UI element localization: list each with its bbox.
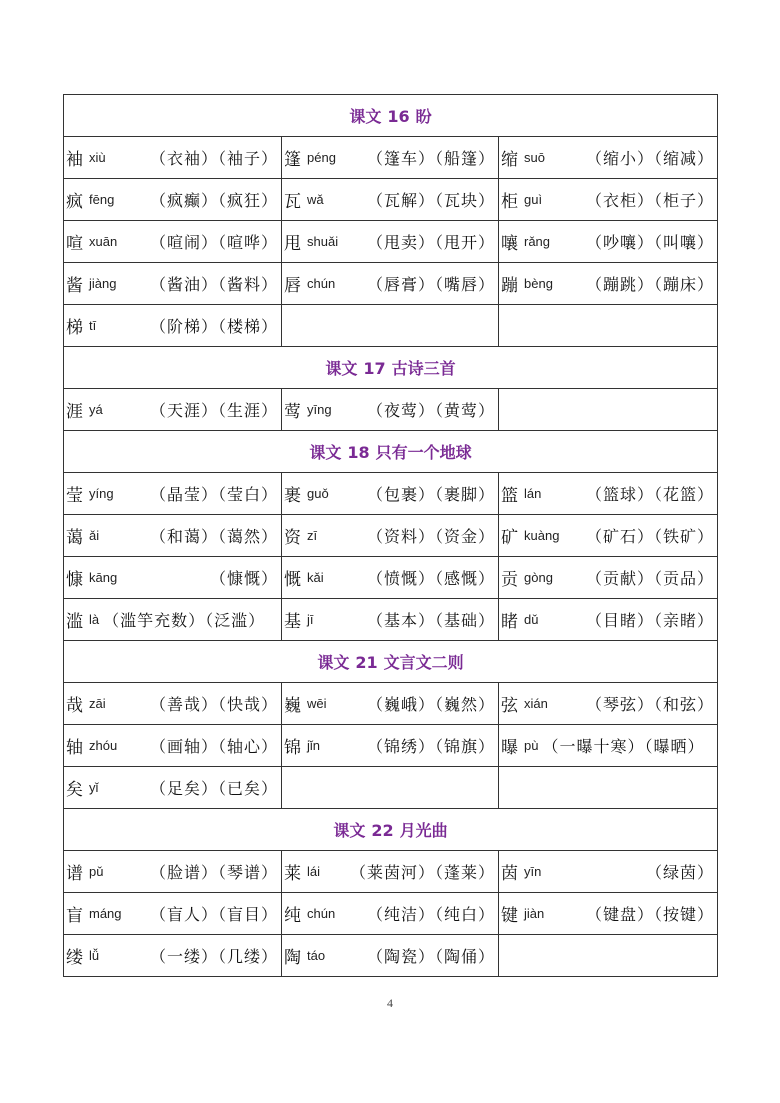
vocab-entry: [64, 137, 281, 178]
word-examples: （篮球）（花篮）: [585, 485, 714, 504]
lesson-label: 课文: [317, 653, 350, 672]
vocab-row: [64, 851, 718, 893]
word-examples: （滥竽充数）（泛滥）: [103, 611, 266, 630]
vocab-entry: [282, 221, 498, 262]
vocab-cell: [282, 599, 499, 641]
word-examples: （键盘）（按键）: [585, 905, 714, 924]
word-examples: （画轴）（轴心）: [149, 737, 278, 756]
pinyin: jiàng: [89, 276, 117, 291]
word-examples: （疯癫）（疯狂）: [149, 191, 278, 210]
pinyin: suō: [524, 150, 545, 165]
vocab-entry: [64, 263, 281, 304]
lesson-header-row: [64, 95, 718, 137]
character: 锦: [284, 738, 301, 758]
character: 涯: [66, 402, 83, 422]
pinyin: zāi: [89, 696, 106, 711]
vocab-cell: [64, 137, 282, 179]
vocab-entry: [64, 179, 281, 220]
vocab-entry: [64, 725, 281, 766]
lesson-label: 课文: [325, 359, 358, 378]
pinyin: jǐn: [307, 738, 321, 753]
vocabulary-table: [63, 94, 718, 977]
word-examples: （瓦解）（瓦块）: [366, 191, 495, 210]
vocab-cell: [499, 599, 718, 641]
lesson-label: 课文: [349, 107, 382, 126]
vocab-entry: [282, 179, 498, 220]
vocab-row: [64, 935, 718, 977]
vocab-cell: [282, 137, 499, 179]
vocab-cell: [499, 725, 718, 767]
vocab-cell: [64, 221, 282, 263]
vocabulary-sheet: [63, 94, 717, 977]
pinyin: kāng: [89, 570, 118, 585]
word-examples: （慷慨）: [209, 569, 278, 588]
lesson-name: 月光曲: [399, 821, 448, 840]
lesson-header-row: [64, 641, 718, 683]
vocab-entry: [64, 767, 281, 808]
vocab-entry: [499, 893, 717, 934]
character: 矣: [66, 780, 83, 800]
vocab-entry: [282, 557, 498, 598]
character: 袖: [66, 150, 83, 170]
vocab-cell: [64, 473, 282, 515]
pinyin: gòng: [524, 570, 553, 585]
word-examples: （唇膏）（嘴唇）: [366, 275, 495, 294]
vocab-entry: [64, 557, 281, 598]
pinyin: rǎng: [524, 234, 551, 249]
word-examples: （一缕）（几缕）: [149, 947, 278, 966]
lesson-name: 文言文二则: [383, 653, 464, 672]
lesson-name: 只有一个地球: [375, 443, 472, 462]
character: 缩: [501, 150, 518, 170]
vocab-cell: [282, 557, 499, 599]
vocab-entry: [64, 305, 281, 346]
lesson-header-row: [64, 431, 718, 473]
lesson-number: 21: [355, 653, 378, 672]
pinyin: kǎi: [307, 570, 324, 585]
pinyin: guǒ: [307, 486, 329, 501]
lesson-name: 盼: [415, 107, 432, 126]
vocab-row: [64, 263, 718, 305]
character: 瓦: [284, 192, 301, 212]
word-examples: （包裹）（裹脚）: [366, 485, 495, 504]
vocab-entry: [499, 557, 717, 598]
pinyin: xiù: [89, 150, 106, 165]
character: 哉: [66, 696, 83, 716]
vocab-entry: [282, 851, 498, 892]
vocab-entry: [64, 851, 281, 892]
word-examples: （纯洁）（纯白）: [366, 905, 495, 924]
pinyin: chún: [307, 906, 336, 921]
page-number: 4: [387, 996, 393, 1010]
vocab-entry: [499, 683, 717, 724]
vocab-row: [64, 767, 718, 809]
word-examples: （夜莺）（黄莺）: [366, 401, 495, 420]
character: 莺: [284, 402, 301, 422]
lesson-number: 22: [371, 821, 394, 840]
character: 甩: [284, 234, 301, 254]
vocab-cell: [64, 683, 282, 725]
vocab-cell: [64, 515, 282, 557]
vocab-cell: [282, 473, 499, 515]
word-examples: （贡献）（贡品）: [585, 569, 714, 588]
vocab-cell: [282, 179, 499, 221]
vocab-cell: [499, 473, 718, 515]
pinyin: ǎi: [89, 528, 100, 543]
word-examples: （脸谱）（琴谱）: [149, 863, 278, 882]
word-examples: （盲人）（盲目）: [149, 905, 278, 924]
word-examples: （巍峨）（巍然）: [366, 695, 495, 714]
word-examples: （陶瓷）（陶俑）: [366, 947, 495, 966]
vocab-entry: [64, 935, 281, 976]
vocab-cell: [499, 557, 718, 599]
lesson-header-row: [64, 809, 718, 851]
pinyin: fēng: [89, 192, 115, 207]
character: 曝: [501, 738, 518, 758]
pinyin: yīng: [307, 402, 332, 417]
word-examples: （篷车）（船篷）: [366, 149, 495, 168]
character: 茵: [501, 864, 518, 884]
vocab-entry: [499, 725, 717, 766]
pinyin: xuān: [89, 234, 118, 249]
vocab-entry: [64, 473, 281, 514]
lesson-header: [64, 809, 718, 851]
word-examples: （衣袖）（袖子）: [149, 149, 278, 168]
word-examples: （天涯）（生涯）: [149, 401, 278, 420]
character: 缕: [66, 948, 83, 968]
character: 裹: [284, 486, 301, 506]
vocab-entry: [64, 221, 281, 262]
character: 莱: [284, 864, 301, 884]
word-examples: （锦绣）（锦旗）: [366, 737, 495, 756]
vocab-row: [64, 137, 718, 179]
vocab-cell: [64, 767, 282, 809]
pinyin: jiàn: [524, 906, 545, 921]
word-examples: （基本）（基础）: [366, 611, 495, 630]
word-examples: （吵嚷）（叫嚷）: [585, 233, 714, 252]
pinyin: jī: [307, 612, 314, 627]
pinyin: bèng: [524, 276, 553, 291]
pinyin: wǎ: [307, 192, 324, 207]
pinyin: pù: [524, 738, 539, 753]
word-examples: （蹦跳）（蹦床）: [585, 275, 714, 294]
character: 慷: [66, 570, 83, 590]
vocab-cell: [499, 515, 718, 557]
character: 莹: [66, 486, 83, 506]
vocab-cell: [499, 851, 718, 893]
character: 酱: [66, 276, 83, 296]
pinyin: xián: [524, 696, 548, 711]
word-examples: （绿茵）: [645, 863, 714, 882]
vocab-entry: [499, 851, 717, 892]
character: 陶: [284, 948, 301, 968]
vocab-row: [64, 179, 718, 221]
vocab-cell: [499, 137, 718, 179]
vocab-cell: [499, 893, 718, 935]
vocab-entry: [282, 599, 498, 640]
vocab-cell: [64, 599, 282, 641]
word-examples: （和蔼）（蔼然）: [149, 527, 278, 546]
vocab-cell: [499, 179, 718, 221]
character: 睹: [501, 612, 518, 632]
pinyin: dǔ: [524, 612, 539, 627]
character: 资: [284, 528, 301, 548]
vocab-cell: [499, 263, 718, 305]
character: 慨: [284, 570, 301, 590]
vocab-cell: [64, 725, 282, 767]
pinyin: yá: [89, 402, 103, 417]
character: 滥: [66, 612, 83, 632]
character: 纯: [284, 906, 301, 926]
character: 唇: [284, 276, 301, 296]
lesson-number: 17: [363, 359, 386, 378]
pinyin: zī: [307, 528, 318, 543]
vocab-entry: [282, 683, 498, 724]
vocab-row: [64, 725, 718, 767]
word-examples: （莱茵河）（蓬莱）: [349, 863, 495, 882]
pinyin: yīn: [524, 864, 542, 879]
vocab-cell: [282, 725, 499, 767]
character: 嚷: [501, 234, 518, 254]
vocab-entry: [282, 389, 498, 430]
character: 篷: [284, 150, 301, 170]
vocab-entry: [282, 263, 498, 304]
word-examples: （酱油）（酱料）: [149, 275, 278, 294]
vocab-row: [64, 683, 718, 725]
vocab-entry: [64, 599, 281, 640]
character: 柜: [501, 192, 518, 212]
word-examples: （甩卖）（甩开）: [366, 233, 495, 252]
word-examples: （资料）（资金）: [366, 527, 495, 546]
empty-cell: [499, 935, 718, 977]
pinyin: zhóu: [89, 738, 118, 753]
word-examples: （矿石）（铁矿）: [585, 527, 714, 546]
lesson-header: [64, 347, 718, 389]
vocab-entry: [499, 599, 717, 640]
vocab-entry: [499, 473, 717, 514]
pinyin: pǔ: [89, 864, 104, 879]
pinyin: kuàng: [524, 528, 560, 543]
vocab-entry: [499, 221, 717, 262]
lesson-name: 古诗三首: [391, 359, 456, 378]
character: 蔼: [66, 528, 83, 548]
vocab-entry: [499, 179, 717, 220]
vocab-row: [64, 221, 718, 263]
character: 矿: [501, 528, 518, 548]
vocab-cell: [64, 305, 282, 347]
character: 篮: [501, 486, 518, 506]
character: 疯: [66, 192, 83, 212]
word-examples: （琴弦）（和弦）: [585, 695, 714, 714]
pinyin: lán: [524, 486, 542, 501]
word-examples: （愤慨）（感慨）: [366, 569, 495, 588]
pinyin: guì: [524, 192, 543, 207]
vocab-cell: [282, 389, 499, 431]
empty-cell: [499, 389, 718, 431]
vocab-cell: [282, 515, 499, 557]
vocab-cell: [499, 683, 718, 725]
word-examples: （目睹）（亲睹）: [585, 611, 714, 630]
pinyin: chún: [307, 276, 336, 291]
pinyin: yíng: [89, 486, 114, 501]
word-examples: （缩小）（缩减）: [585, 149, 714, 168]
vocab-cell: [64, 893, 282, 935]
vocab-entry: [282, 725, 498, 766]
vocab-cell: [64, 935, 282, 977]
vocab-cell: [64, 263, 282, 305]
lesson-label: 课文: [333, 821, 366, 840]
character: 蹦: [501, 276, 518, 296]
vocab-row: [64, 389, 718, 431]
lesson-header-row: [64, 347, 718, 389]
lesson-number: 18: [347, 443, 370, 462]
word-examples: （一曝十寒）（曝晒）: [542, 737, 705, 756]
vocab-entry: [282, 515, 498, 556]
vocab-row: [64, 473, 718, 515]
vocab-cell: [282, 683, 499, 725]
character: 谱: [66, 864, 83, 884]
pinyin: péng: [307, 150, 336, 165]
vocab-cell: [282, 851, 499, 893]
vocab-entry: [499, 515, 717, 556]
vocab-cell: [282, 935, 499, 977]
character: 贡: [501, 570, 518, 590]
lesson-header: [64, 431, 718, 473]
word-examples: （善哉）（快哉）: [149, 695, 278, 714]
vocab-row: [64, 893, 718, 935]
character: 基: [284, 612, 301, 632]
vocab-cell: [64, 179, 282, 221]
vocab-entry: [64, 389, 281, 430]
pinyin: là: [89, 612, 100, 627]
character: 喧: [66, 234, 83, 254]
vocab-row: [64, 305, 718, 347]
pinyin: lǚ: [89, 948, 100, 963]
vocab-cell: [499, 221, 718, 263]
lesson-header: [64, 641, 718, 683]
empty-cell: [282, 767, 499, 809]
vocab-entry: [499, 263, 717, 304]
character: 轴: [66, 738, 83, 758]
vocab-cell: [64, 557, 282, 599]
lesson-number: 16: [387, 107, 410, 126]
vocab-row: [64, 515, 718, 557]
vocab-cell: [282, 221, 499, 263]
word-examples: （足矣）（已矣）: [149, 779, 278, 798]
empty-cell: [499, 767, 718, 809]
vocab-entry: [282, 893, 498, 934]
empty-cell: [499, 305, 718, 347]
pinyin: máng: [89, 906, 122, 921]
pinyin: shuǎi: [307, 234, 339, 249]
vocab-entry: [64, 515, 281, 556]
word-examples: （衣柜）（柜子）: [585, 191, 714, 210]
character: 键: [501, 906, 518, 926]
word-examples: （阶梯）（楼梯）: [149, 317, 278, 336]
word-examples: （晶莹）（莹白）: [149, 485, 278, 504]
pinyin: yǐ: [89, 780, 99, 795]
character: 梯: [66, 318, 83, 338]
vocab-row: [64, 599, 718, 641]
lesson-label: 课文: [309, 443, 342, 462]
lesson-header: [64, 95, 718, 137]
pinyin: tī: [89, 318, 97, 333]
vocab-entry: [64, 683, 281, 724]
vocab-entry: [282, 137, 498, 178]
character: 弦: [501, 696, 518, 716]
vocab-entry: [64, 893, 281, 934]
vocab-entry: [282, 935, 498, 976]
character: 巍: [284, 696, 301, 716]
vocab-entry: [499, 137, 717, 178]
vocab-entry: [282, 473, 498, 514]
vocab-cell: [64, 851, 282, 893]
pinyin: táo: [307, 948, 326, 963]
character: 盲: [66, 906, 83, 926]
vocab-cell: [282, 893, 499, 935]
vocab-cell: [64, 389, 282, 431]
pinyin: lái: [307, 864, 321, 879]
word-examples: （喧闹）（喧哗）: [149, 233, 278, 252]
vocab-row: [64, 557, 718, 599]
vocab-cell: [282, 263, 499, 305]
empty-cell: [282, 305, 499, 347]
pinyin: wēi: [307, 696, 327, 711]
